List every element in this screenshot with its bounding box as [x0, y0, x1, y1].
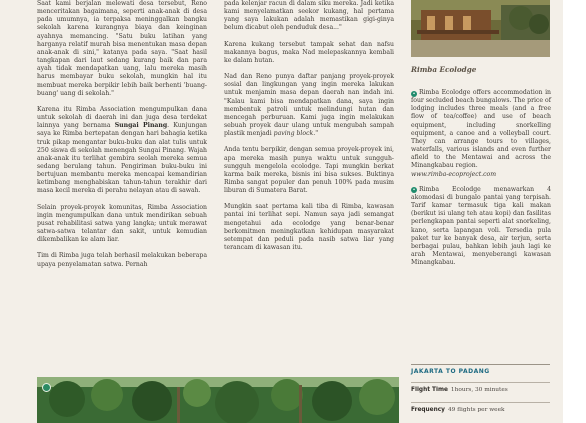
sidebar-block-english: • Rimba Ecolodge offers accommodation in four secluded beach bungalows. The price of lodging includes three meals (and a free flow of tea/coffee) and use of beach equipment, including snorkelling equipment, a canoe and a volleyball court. They can arrange tours to villages, waterfalls, various islands and even further afield to the Mentawai and across the Minangkabau region. www.rimba-ecoproject.com: [411, 89, 551, 178]
paragraph: pada kelenjar racun di dalam siku mereka. Jadi ketika kami menyelamatkan seekor kukang, hal pertama yang saya lakukan adalah memastikan gigi-ginya belum dicabut oleh penduduk desa...": [224, 0, 394, 32]
paragraph: Tim di Rimba juga telah berhasil melakukan beberapa upaya penyelamatan satwa. Pernah: [37, 252, 207, 268]
frequency-row: Frequency 49 flights per week: [411, 402, 550, 413]
flight-time-row: Flight Time 1hours, 30 minutes: [411, 382, 550, 393]
article-column-2: [224, 0, 394, 260]
english-flag-icon: •: [412, 90, 416, 96]
paragraph: Karena kukang tersebut tampak sehat dan nafsu makannya bagus, maka Nad melepaskannya kembali ke dalam hutan.: [224, 40, 394, 64]
indonesian-flag-icon: •: [412, 187, 416, 193]
camera-icon: [42, 383, 51, 392]
sidebar-block-indonesian: • Rimba Ecolodge menawarkan 4 akomodasi di bungalo pantai yang terpisah. Tarif kamar termasuk tiga kali makan (berikut isi ulang teh atau kopi) dan fasilitas perlengkapan pantai seperti alat snorkeling, kano, serta lapangan voli. Tersedia pula paket tur ke banyak desa, air terjun, serta berbagai pulau, bahkan lebih jauh lagi ke arah Mentawai, menyeberangi kawasan Minangkabau.: [411, 185, 551, 267]
paragraph: Anda tentu berpikir, dengan semua proyek-proyek ini, apa mereka masih punya waktu untuk sungguh-sungguh mengelola ecolodge. Tapi mungkin berkat karma baik mereka, bisnis ini bisa sukses. Buktinya Rimba sangat populer dan penuh 100% pada musim liburan di Sumatera Barat.: [224, 146, 394, 195]
jungle-photo: [37, 377, 399, 423]
sidebar-text: [411, 89, 551, 274]
article-column-1: [37, 0, 207, 277]
bungalow-photo: [411, 0, 550, 57]
paragraph: Selain proyek-proyek komunitas, Rimba Association ingin mengumpulkan dana untuk mendirikan sebuah pusat rehabilitasi satwa yang langka; untuk merawat satwa-satwa telantar dan sakit, untuk kemudian dikembalikan ke alam liar.: [37, 203, 207, 244]
photo-caption: Rimba Ecolodge: [411, 65, 477, 74]
paragraph: Karena itu Rimba Association mengumpulkan dana untuk sekolah di daerah ini dan juga desa terdekat lainnya yang bernama Sungai Pinang. Kunjungan saya ke Rimba bertepatan dengan hari bahagia ketika truk pikap mengantar buku-buku dan alat tulis untuk 250 siswa di sekolah menengah Sungai Pinang. Wajah anak-anak itu terlihat gembira seolah mereka semua sedang berulang tahun. Pengiriman buku-buku ini bertujuan membantu mereka mencapai kemandirian ketimbang menghabiskan tahun-tahun terakhir dari masa kecil mereka di perahu nelayan atau di sawah.: [37, 105, 207, 195]
paragraph: Nad dan Reno punya daftar panjang proyek-proyek sosial dan lingkungan yang ingin mereka lakukan untuk menjamin masa depan daerah nan indah ini. "Kalau kami bisa mendapatkan dana, saya ingin membentuk patroli untuk melindungi hutan dan mencegah perburuan. Kami juga ingin melakukan sebuah proyek daur ulang untuk mengubah sampah plastik menjadi paving block.": [224, 73, 394, 138]
route-title: JAKARTA TO PADANG: [411, 364, 550, 375]
paragraph: Mungkin saat pertama kali tiba di Rimba, kawasan pantai ini terlihat sepi. Namun saya jadi semangat mengetahui ada ecolodge yang benar-benar berkomitmen meningkatkan kehidupan masyarakat setempat dan peduli pada nasib satwa liar yang terancam di kawasan itu.: [224, 203, 394, 252]
page-margin: [563, 0, 586, 423]
website-link[interactable]: www.rimba-ecoproject.com: [411, 170, 497, 178]
place-name: Sungai Pinang: [114, 122, 168, 130]
paragraph: Saat kami berjalan melewati desa tersebut, Reno menceritakan bagaimana, seperti anak-anak di desa pada umumnya, ia terpaksa meninggalkan bangku sekolah karena kurangnya biaya dan keinginan ayahnya memancing. "Satu buku latihan yang harganya relatif murah bisa menentukan masa depan anak-anak di sini," katanya pada saya. "Saat hasil tangkapan dari laut sedang kurang baik dan para ayah tidak mendapatkan uang, lalu mereka masih harus membayar buku sekolah, mungkin hal itu membuat mereka berpikir lebih baik berhenti 'buang-buang' uang di sekolah.": [37, 0, 207, 97]
